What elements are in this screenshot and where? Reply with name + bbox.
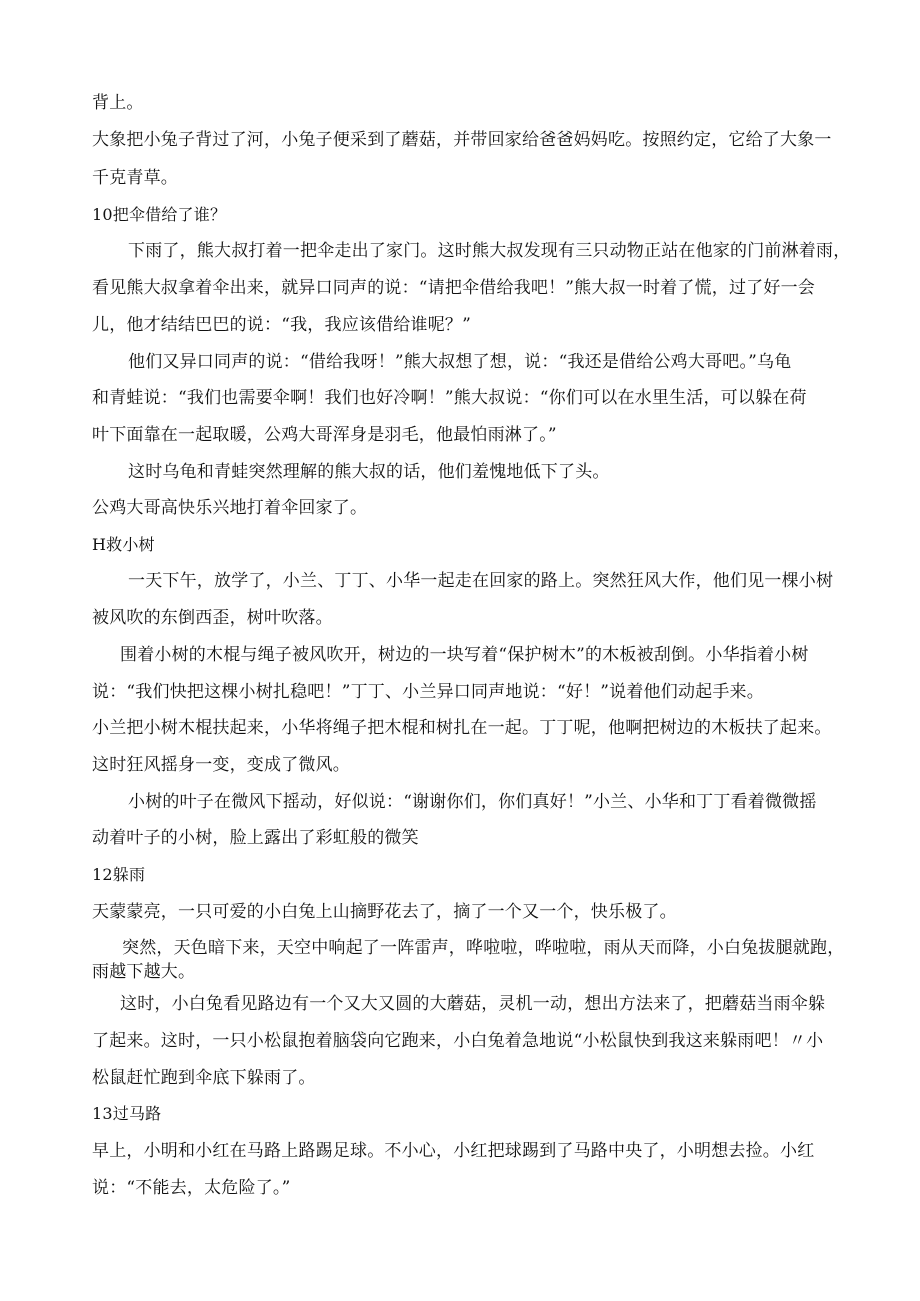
text-line: 他们又异口同声的说：“借给我呀！”熊大叔想了想，说：“我还是借给公鸡大哥吧。”乌龟 — [128, 352, 792, 372]
story-title: 10把伞借给了谁？ — [92, 205, 227, 224]
text-line: 被风吹的东倒西歪，树叶吹落。 — [92, 608, 333, 628]
text-line: 突然，天色暗下来，天空中响起了一阵雷声，哗啦啦，哗啦啦，雨从天而降，小白兔拔腿就跑， — [122, 938, 845, 958]
text-line: 大象把小兔子背过了河，小兔子便采到了蘑菇，并带回家给爸爸妈妈吃。按照约定，它给了大象一 — [92, 130, 832, 150]
text-line: 公鸡大哥高快乐兴地打着伞回家了。 — [92, 498, 368, 518]
text-line: 松鼠赶忙跑到伞底下躲雨了。 — [92, 1068, 316, 1088]
text-line: 围着小树的木棍与绳子被风吹开，树边的一块写着“保护树木”的木板被刮倒。小华指着小树 — [120, 645, 809, 665]
text-line: 千克青草。 — [92, 168, 178, 188]
text-line: 小树的叶子在微风下摇动，好似说：“谢谢你们，你们真好！”小兰、小华和丁丁看着微微摇 — [128, 792, 817, 812]
story-title: 13过马路 — [92, 1104, 162, 1123]
text-line: 这时狂风摇身一变，变成了微风。 — [92, 755, 350, 775]
text-line: 雨越下越大。 — [92, 962, 196, 982]
story-title: H救小树 — [92, 535, 155, 554]
text-line: 动着叶子的小树，脸上露出了彩虹般的微笑 — [92, 828, 419, 848]
text-line: 说：“不能去，太危险了。” — [92, 1178, 291, 1198]
text-line: 背上。 — [92, 93, 144, 113]
text-line: 叶下面靠在一起取暖，公鸡大哥浑身是羽毛，他最怕雨淋了。” — [92, 425, 557, 445]
text-line: 说：“我们快把这棵小树扎稳吧！”丁丁、小兰异口同声地说：“好！”说着他们动起手来。 — [92, 682, 764, 702]
text-line: 这时，小白兔看见路边有一个又大又圆的大蘑菇，灵机一动，想出方法来了，把蘑菇当雨伞躲 — [120, 994, 826, 1014]
text-line: 一天下午，放学了，小兰、丁丁、小华一起走在回家的路上。突然狂风大作，他们见一棵小树 — [128, 571, 834, 591]
text-line: 早上，小明和小红在马路上路踢足球。不小心，小红把球踢到了马路中央了，小明想去捡。小红 — [92, 1141, 815, 1161]
text-line: 小兰把小树木棍扶起来，小华将绳子把木棍和树扎在一起。丁丁呢，他啊把树边的木板扶了起来。 — [92, 718, 832, 738]
story-title: 12躲雨 — [92, 865, 146, 884]
text-line: 下雨了，熊大叔打着一把伞走出了家门。这时熊大叔发现有三只动物正站在他家的门前淋着雨， — [128, 241, 851, 261]
text-line: 看见熊大叔拿着伞出来，就异口同声的说：“请把伞借给我吧！”熊大叔一时着了慌，过了好一会 — [92, 278, 815, 298]
text-line: 和青蛙说：“我们也需要伞啊！我们也好冷啊！”熊大叔说：“你们可以在水里生活，可以躲在荷 — [92, 388, 807, 408]
text-line: 这时乌龟和青蛙突然理解的熊大叔的话，他们羞愧地低下了头。 — [128, 462, 610, 482]
text-line: 天蒙蒙亮，一只可爱的小白兔上山摘野花去了，摘了一个又一个，快乐极了。 — [92, 902, 677, 922]
text-line: 了起来。这时，一只小松鼠抱着脑袋向它跑来，小白兔着急地说“小松鼠快到我这来躲雨吧！〃小 — [92, 1031, 824, 1051]
text-line: 儿，他才结结巴巴的说：“我，我应该借给谁呢？” — [92, 315, 471, 335]
